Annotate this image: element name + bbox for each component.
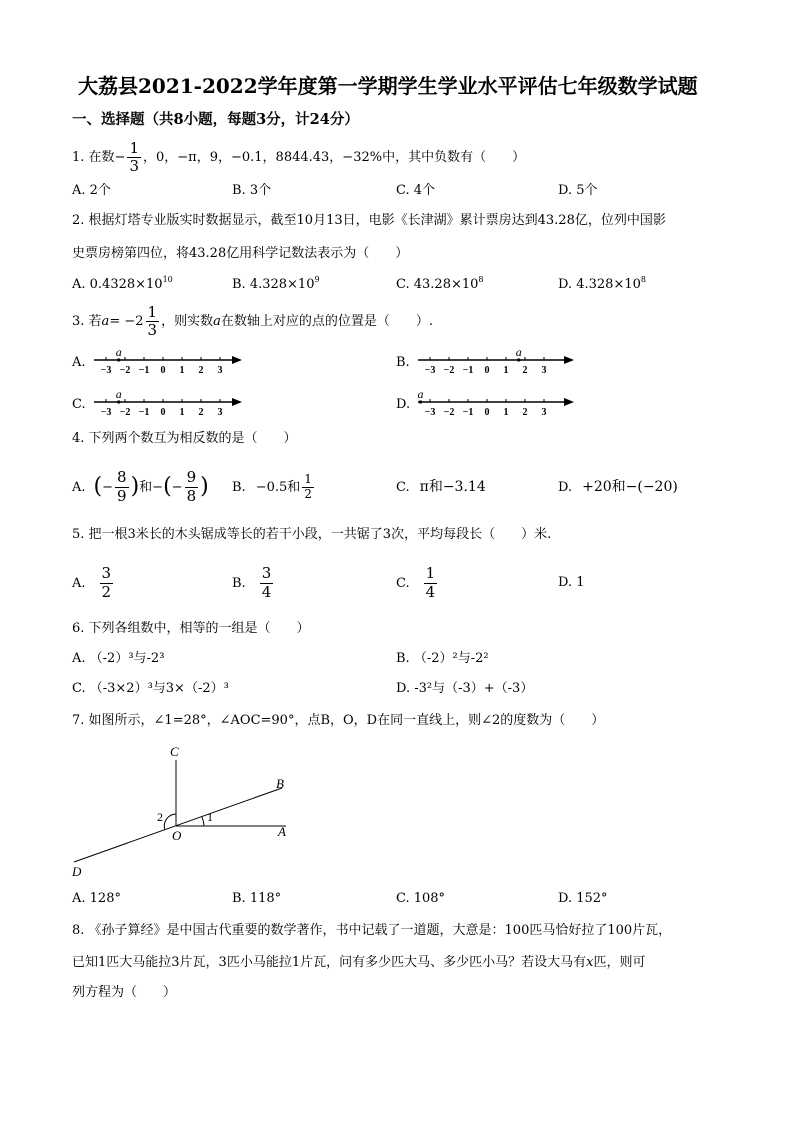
q3-label-c: C. — [72, 397, 86, 412]
q3-eq: = −2 — [109, 314, 144, 330]
question-1 — [72, 140, 525, 176]
q4-a-lparen2: ( — [163, 474, 172, 499]
tick-label: 1 — [503, 365, 509, 376]
q2-option-b — [232, 275, 320, 292]
q5-option-d: D. 1 — [558, 575, 585, 590]
tick-label: 3 — [217, 407, 223, 418]
q5-c-label: C. — [396, 575, 410, 591]
q6-option-c: C. （-3×2）³与3×（-2）³ — [72, 681, 229, 696]
q7-angle-figure — [66, 740, 306, 880]
section-heading: 一、选择题（共8小题，每题3分，计24分） — [72, 111, 359, 128]
q1-rest: ，0，−π，9，−0.1，8844.43，−32%中，其中负数有（ ） — [143, 150, 526, 166]
number-line-b — [416, 342, 576, 380]
q4-option-c — [396, 466, 486, 508]
q1-option-d: D. 5个 — [558, 183, 598, 198]
q2-line1: 2. 根据灯塔专业版实时数据显示，截至10月13日，电影《长津湖》累计票房达到43.28亿，位列中国影 — [72, 213, 666, 228]
q7-option-c: C. 108° — [396, 891, 446, 906]
q4-a-frac2-den: 8 — [186, 486, 197, 505]
q5-b-frac — [260, 565, 274, 601]
q4-a-and: 和− — [139, 479, 164, 495]
q5-option-b — [232, 560, 275, 606]
label-d: D — [72, 864, 82, 879]
q4-a-frac1-den: 9 — [117, 486, 127, 505]
q7-option-a: A. 128° — [72, 891, 121, 906]
q3-var: a — [101, 314, 110, 330]
q1-frac-num: 1 — [129, 139, 139, 157]
arrow-icon — [232, 356, 242, 364]
q3-pre: 3. 若 — [72, 314, 102, 330]
q3-frac-den: 3 — [147, 321, 158, 340]
q8-line2b: 匹，则可 — [593, 955, 646, 970]
q4-stem: 4. 下列两个数互为相反数的是（ ） — [72, 431, 297, 446]
tick-label: −1 — [462, 365, 474, 376]
tick-label: 3 — [217, 365, 223, 376]
q5-a-frac — [100, 565, 114, 601]
tick-label: −3 — [100, 407, 112, 418]
q1-frac-den: 3 — [129, 157, 139, 176]
number-line-c — [92, 384, 244, 422]
label-c: C — [170, 744, 179, 759]
tick-label: −2 — [443, 407, 455, 418]
angle-1-arc — [202, 817, 204, 826]
q2-d-base: D. 4.328×10 — [558, 277, 641, 292]
q6-option-d: D. -3²与（-3）+（-3） — [396, 681, 534, 696]
q5-a-label: A. — [72, 575, 86, 591]
arrow-icon — [564, 398, 574, 406]
q4-b-frac-den: 2 — [304, 486, 312, 501]
q5-a-num: 3 — [101, 564, 112, 583]
tick-label: 2 — [522, 407, 528, 418]
tick-label: 0 — [160, 407, 166, 418]
q5-b-den: 4 — [261, 582, 272, 601]
tick-label: −3 — [424, 365, 436, 376]
q4-d-text: +20和−(−20) — [582, 479, 678, 495]
q5-b-label: B. — [232, 575, 246, 591]
q2-option-c — [396, 275, 484, 292]
q3-label-b: B. — [396, 355, 410, 370]
q5-option-c — [396, 560, 439, 606]
q1-neg: − — [114, 150, 126, 166]
q4-a-frac2 — [185, 469, 199, 505]
tick-label: −1 — [462, 407, 474, 418]
q3-var2: a — [213, 314, 221, 330]
q4-a-frac2-num: 9 — [186, 468, 197, 487]
tick-label: −2 — [119, 407, 131, 418]
q1-option-c: C. 4个 — [396, 183, 436, 198]
q4-option-b — [232, 466, 316, 508]
q2-d-exp: 8 — [640, 275, 646, 284]
question-3 — [72, 304, 433, 340]
q3-label-d: D. — [396, 397, 411, 412]
q4-b-frac — [302, 473, 314, 502]
q4-a-frac1 — [115, 469, 129, 505]
q3-frac-num: 1 — [147, 303, 158, 321]
q2-line2: 史票房榜第四位，将43.28亿用科学记数法表示为（ ） — [72, 246, 409, 261]
tick-label: 3 — [541, 407, 547, 418]
q4-b-text: −0.5和 — [255, 479, 301, 495]
q4-option-a — [72, 466, 209, 508]
q4-a-rparen2: ) — [200, 474, 209, 499]
q1-pre: 1. 在数 — [72, 150, 115, 166]
label-a: A — [278, 824, 286, 839]
q5-option-a — [72, 560, 115, 606]
q6-stem: 6. 下列各组数中，相等的一组是（ ） — [72, 621, 310, 636]
q5-a-den: 2 — [101, 582, 112, 601]
tick-label: 2 — [198, 407, 204, 418]
tick-label: −3 — [100, 365, 112, 376]
tick-label: 0 — [160, 365, 166, 376]
q5-b-num: 3 — [261, 564, 272, 583]
q3-rest2: 在数轴上对应的点的位置是（ ）. — [220, 314, 433, 330]
q8-line2 — [72, 956, 645, 969]
point-a-label: a — [115, 387, 122, 401]
line-bd — [74, 788, 282, 862]
tick-label: −2 — [119, 365, 131, 376]
point-a-label: a — [115, 345, 122, 359]
q7-option-b: B. 118° — [232, 891, 282, 906]
arrow-icon — [564, 356, 574, 364]
q5-c-num: 1 — [425, 564, 436, 583]
label-angle-2: 2 — [157, 810, 163, 824]
q4-a-lparen1: ( — [93, 474, 103, 499]
q2-c-exp: 8 — [478, 275, 484, 284]
arrow-icon — [232, 398, 242, 406]
point-a-label: a — [515, 345, 522, 359]
q4-a-frac1-num: 8 — [117, 468, 127, 487]
q2-c-base: C. 43.28×10 — [396, 277, 479, 292]
q5-c-frac — [424, 565, 438, 601]
q4-a-neg2: − — [171, 479, 183, 495]
q8-var: x — [586, 955, 594, 970]
q2-option-d — [558, 275, 646, 292]
tick-label: 2 — [198, 365, 204, 376]
q1-option-b: B. 3个 — [232, 183, 272, 198]
tick-label: 0 — [484, 365, 490, 376]
q6-option-a: A. （-2）³与-2³ — [72, 651, 165, 666]
q6-option-b: B. （-2）²与-2² — [396, 651, 489, 666]
number-line-d — [416, 384, 576, 422]
q2-a-exp: 10 — [162, 275, 173, 284]
q5-stem: 5. 把一根3米长的木头锯成等长的若干小段，一共锯了3次，平均每段长（ ）米. — [72, 527, 552, 542]
tick-label: 0 — [484, 407, 490, 418]
label-b: B — [276, 776, 284, 791]
q3-fraction — [146, 304, 160, 340]
tick-label: −1 — [138, 365, 150, 376]
q4-b-frac-num: 1 — [304, 471, 312, 486]
q2-b-base: B. 4.328×10 — [232, 277, 315, 292]
q4-b-label: B. — [232, 479, 246, 495]
tick-label: 3 — [541, 365, 547, 376]
q4-a-neg1: − — [102, 479, 114, 495]
tick-label: 1 — [179, 407, 185, 418]
page-title: 大荔县2021-2022学年度第一学期学生学业水平评估七年级数学试题 — [78, 74, 698, 98]
q4-c-label: C. — [396, 479, 410, 495]
q8-line3: 列方程为（ ） — [72, 985, 177, 1000]
q2-option-a — [72, 275, 173, 292]
q3-label-a: A. — [72, 355, 86, 370]
label-angle-1: 1 — [207, 810, 213, 824]
q5-c-den: 4 — [425, 582, 436, 601]
q1-option-a: A. 2个 — [72, 183, 111, 198]
q4-a-rparen1: ) — [130, 474, 140, 499]
tick-label: −3 — [424, 407, 436, 418]
q3-rest: ，则实数 — [161, 314, 214, 330]
q2-a-base: A. 0.4328×10 — [72, 277, 163, 292]
tick-label: 2 — [522, 365, 528, 376]
q4-d-label: D. — [558, 479, 573, 495]
q7-option-d: D. 152° — [558, 891, 608, 906]
q2-b-exp: 9 — [314, 275, 320, 284]
q7-stem: 7. 如图所示，∠1=28°，∠AOC=90°，点B，O，D在同一直线上，则∠2的度数为（ ） — [72, 713, 605, 728]
point-a-label: a — [417, 387, 424, 401]
q1-fraction — [127, 140, 141, 176]
q4-c-text: π和−3.14 — [419, 479, 486, 495]
q4-option-d — [558, 466, 678, 508]
q8-line2a: 已知1匹大马能拉3片瓦，3匹小马能拉1片瓦，问有多少匹大马、多少匹小马？若设大马有 — [72, 955, 587, 970]
number-line-a — [92, 342, 244, 380]
q8-line1: 8. 《孙子算经》是中国古代重要的数学著作，书中记载了一道题，大意是：100匹马恰好拉了100片瓦， — [72, 923, 672, 938]
tick-label: −2 — [443, 365, 455, 376]
tick-label: 1 — [503, 407, 509, 418]
tick-label: −1 — [138, 407, 150, 418]
tick-label: 1 — [179, 365, 185, 376]
label-o: O — [172, 828, 182, 843]
q4-a-label: A. — [72, 479, 86, 495]
